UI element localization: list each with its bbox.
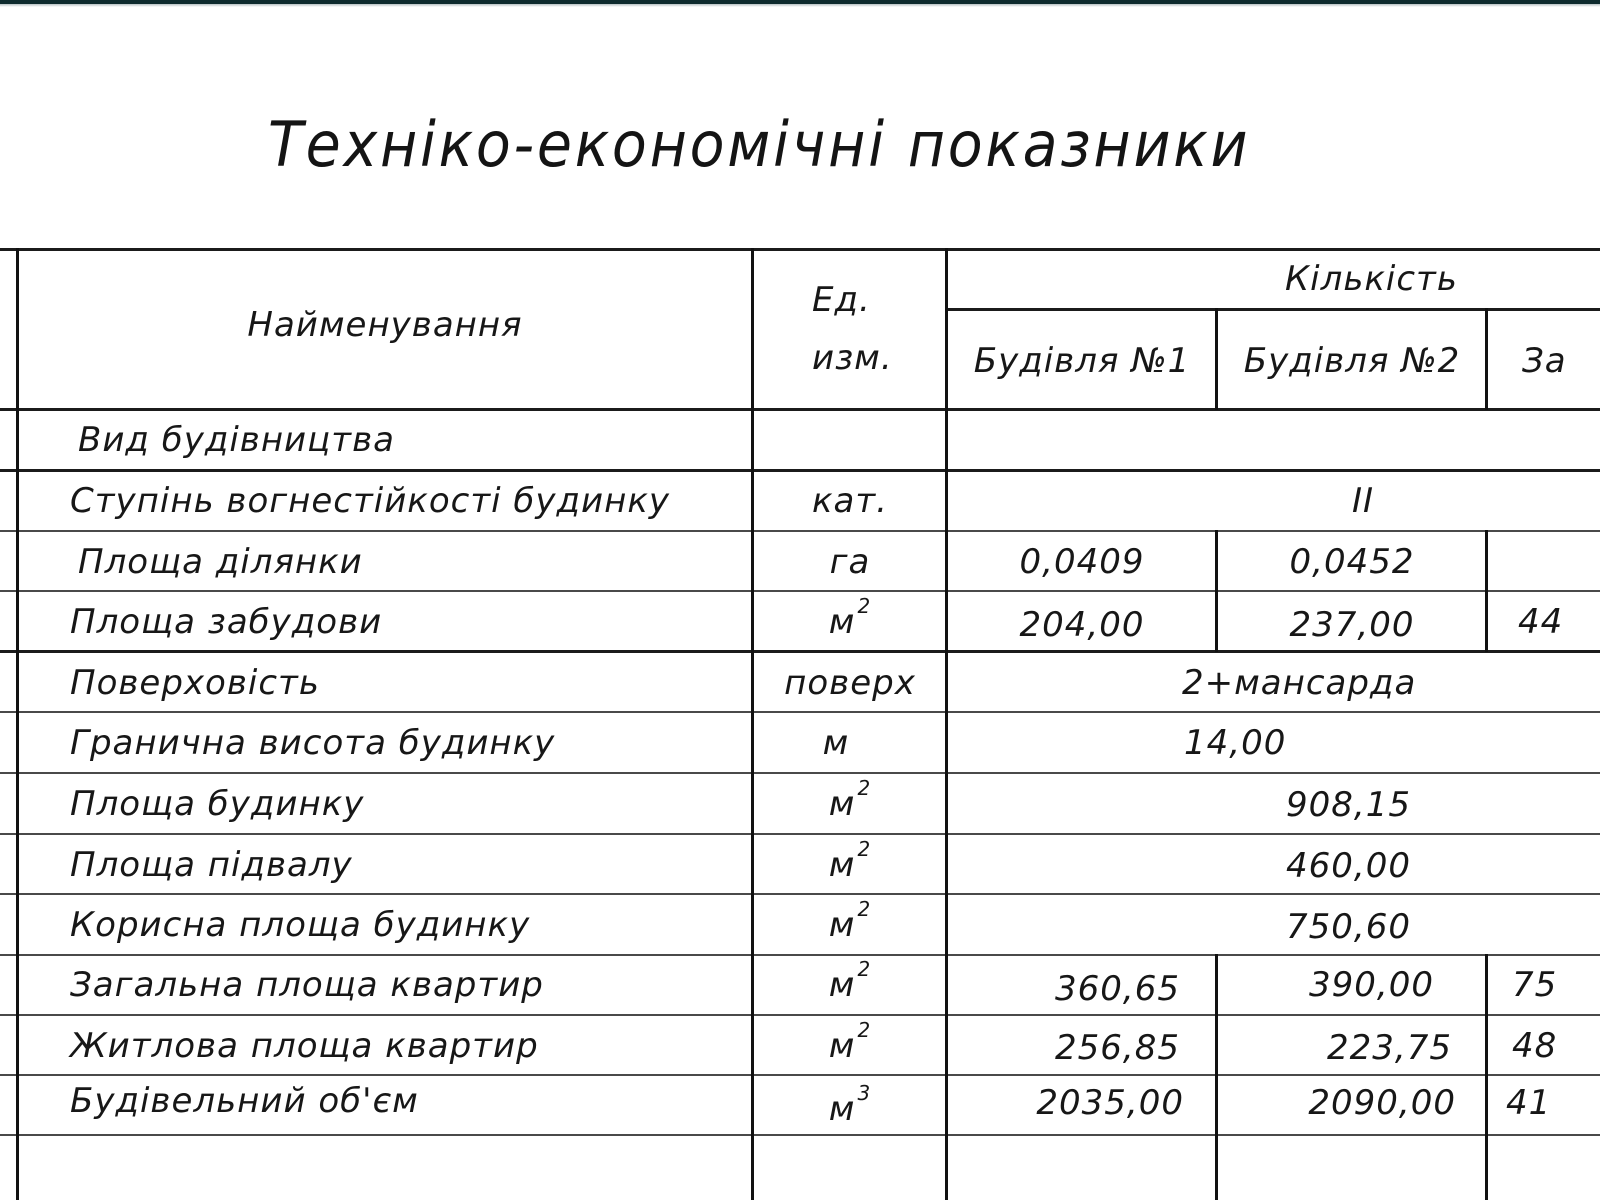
row-value-label: 48 — [1512, 1026, 1558, 1066]
row-value-label: 908,15 — [1286, 785, 1411, 825]
row-value-label: II — [1352, 481, 1375, 521]
header-quantity — [1285, 250, 1585, 308]
row-value-label: 204,00 — [1019, 605, 1145, 645]
row-divider — [0, 772, 1600, 774]
header-building1-label: Будівля №1 — [973, 341, 1191, 381]
row-value-merged — [1182, 654, 1416, 712]
row-value-merged — [1286, 776, 1411, 834]
row-unit-exponent: 2 — [857, 837, 872, 861]
row-value-b2 — [1218, 596, 1486, 654]
row-unit — [754, 956, 946, 1014]
header-unit-line2 — [812, 328, 932, 388]
row-unit-label: м — [828, 602, 856, 642]
row-name — [70, 836, 353, 894]
row-name — [70, 1072, 419, 1130]
row-name-label: Площа будинку — [70, 784, 365, 824]
header-total-label: За — [1522, 341, 1567, 381]
row-unit-label: м — [828, 784, 856, 824]
row-unit-label: м — [828, 905, 856, 945]
row-name-label: Гранична висота будинку — [70, 723, 556, 763]
row-value-label: 750,60 — [1286, 907, 1411, 947]
row-value-b1 — [948, 960, 1180, 1018]
row-unit-label: га — [829, 542, 871, 582]
row-unit-label: м — [828, 1089, 856, 1129]
row-value-label: 360,65 — [1055, 969, 1180, 1009]
row-unit — [754, 1080, 946, 1138]
row-value-label: 75 — [1512, 965, 1558, 1005]
header-total — [1522, 312, 1600, 410]
row-name-label: Площа забудови — [70, 602, 383, 642]
row-name — [70, 775, 364, 833]
row-name-label: Житлова площа квартир — [70, 1026, 539, 1066]
row-value-b2 — [1218, 533, 1486, 591]
row-divider — [0, 530, 1600, 532]
header-name-label: Найменування — [247, 305, 523, 345]
row-unit — [754, 472, 946, 530]
header-unit-line1 — [812, 270, 932, 330]
row-unit — [754, 775, 946, 833]
row-unit-label: поверх — [784, 663, 916, 703]
row-value-label: 2035,00 — [1036, 1083, 1184, 1123]
row-name-label: Корисна площа будинку — [70, 905, 531, 945]
row-unit — [754, 533, 946, 591]
row-unit-exponent: 2 — [857, 957, 872, 981]
row-value-b2 — [1218, 1019, 1452, 1077]
row-value-total — [1518, 593, 1563, 651]
row-name — [70, 714, 555, 772]
page-title: Техніко-економічні показники — [268, 108, 1251, 181]
row-value-label: 223,75 — [1327, 1028, 1452, 1068]
row-value-merged — [1184, 714, 1286, 772]
row-unit-label: кат. — [812, 481, 888, 521]
header-name — [18, 250, 752, 400]
row-name — [70, 593, 382, 651]
row-name — [70, 896, 530, 954]
row-value-total — [1512, 956, 1557, 1014]
row-value-merged — [1352, 472, 1374, 530]
row-value-b1 — [948, 533, 1216, 591]
col-divider-b2-total — [1485, 954, 1488, 1200]
row-value-b1 — [948, 1074, 1184, 1132]
row-unit — [754, 896, 946, 954]
row-name — [70, 472, 670, 530]
row-unit-label: м — [828, 965, 856, 1005]
header-building1 — [948, 312, 1216, 410]
row-name-label: Поверховість — [70, 663, 320, 703]
row-divider — [0, 1014, 1600, 1016]
row-value-merged — [1286, 898, 1411, 956]
row-unit-exponent: 2 — [857, 776, 872, 800]
row-name — [70, 956, 544, 1014]
row-value-label: 0,0452 — [1289, 542, 1415, 582]
row-name — [70, 1017, 539, 1075]
row-unit-exponent: 2 — [857, 1018, 872, 1042]
row-name-label: Ступінь вогнестійкості будинку — [70, 481, 670, 521]
row-unit-exponent: 3 — [857, 1081, 872, 1105]
row-name — [70, 654, 320, 712]
row-unit — [754, 654, 946, 712]
row-unit-exponent: 2 — [857, 897, 872, 921]
row-unit-label: м — [828, 845, 856, 885]
row-unit-label: м — [822, 723, 850, 763]
row-value-label: 460,00 — [1286, 846, 1411, 886]
quantity-subheader-line — [946, 308, 1600, 311]
header-unit-label-1: Ед. — [812, 280, 871, 320]
row-value-label: 237,00 — [1289, 605, 1415, 645]
row-value-b2 — [1218, 956, 1434, 1014]
row-name — [78, 533, 363, 591]
row-name-label: Вид будівництва — [78, 420, 395, 460]
row-value-total — [1512, 1017, 1557, 1075]
header-quantity-label: Кількість — [1285, 259, 1458, 299]
row-value-b1 — [948, 1019, 1180, 1077]
row-value-b1 — [948, 596, 1216, 654]
row-name-label: Площа ділянки — [78, 542, 363, 582]
row-value-label: 0,0409 — [1019, 542, 1145, 582]
row-value-merged — [1286, 837, 1411, 895]
row-value-label: 256,85 — [1055, 1028, 1180, 1068]
header-building2-label: Будівля №2 — [1243, 341, 1461, 381]
row-value-b2 — [1218, 1074, 1456, 1132]
header-unit-label-2: изм. — [812, 338, 893, 378]
row-value-label: 41 — [1506, 1083, 1552, 1123]
row-value-total — [1506, 1074, 1551, 1132]
row-name-label: Загальна площа квартир — [70, 965, 544, 1005]
row-value-label: 2090,00 — [1308, 1083, 1456, 1123]
row-unit — [754, 1017, 946, 1075]
row-value-label: 14,00 — [1184, 723, 1287, 763]
row-unit-label: м — [828, 1026, 856, 1066]
row-name-label: Будівельний об'єм — [70, 1081, 419, 1121]
row-value-label: 390,00 — [1309, 965, 1434, 1005]
row-unit-exponent: 2 — [857, 594, 872, 618]
row-name — [78, 411, 395, 469]
header-building2 — [1218, 312, 1486, 410]
row-unit — [754, 593, 946, 651]
row-name-label: Площа підвалу — [70, 845, 353, 885]
row-value-label: 44 — [1518, 602, 1564, 642]
row-value-label: 2+мансарда — [1182, 663, 1417, 703]
row-unit — [754, 836, 946, 894]
row-unit — [740, 714, 932, 772]
